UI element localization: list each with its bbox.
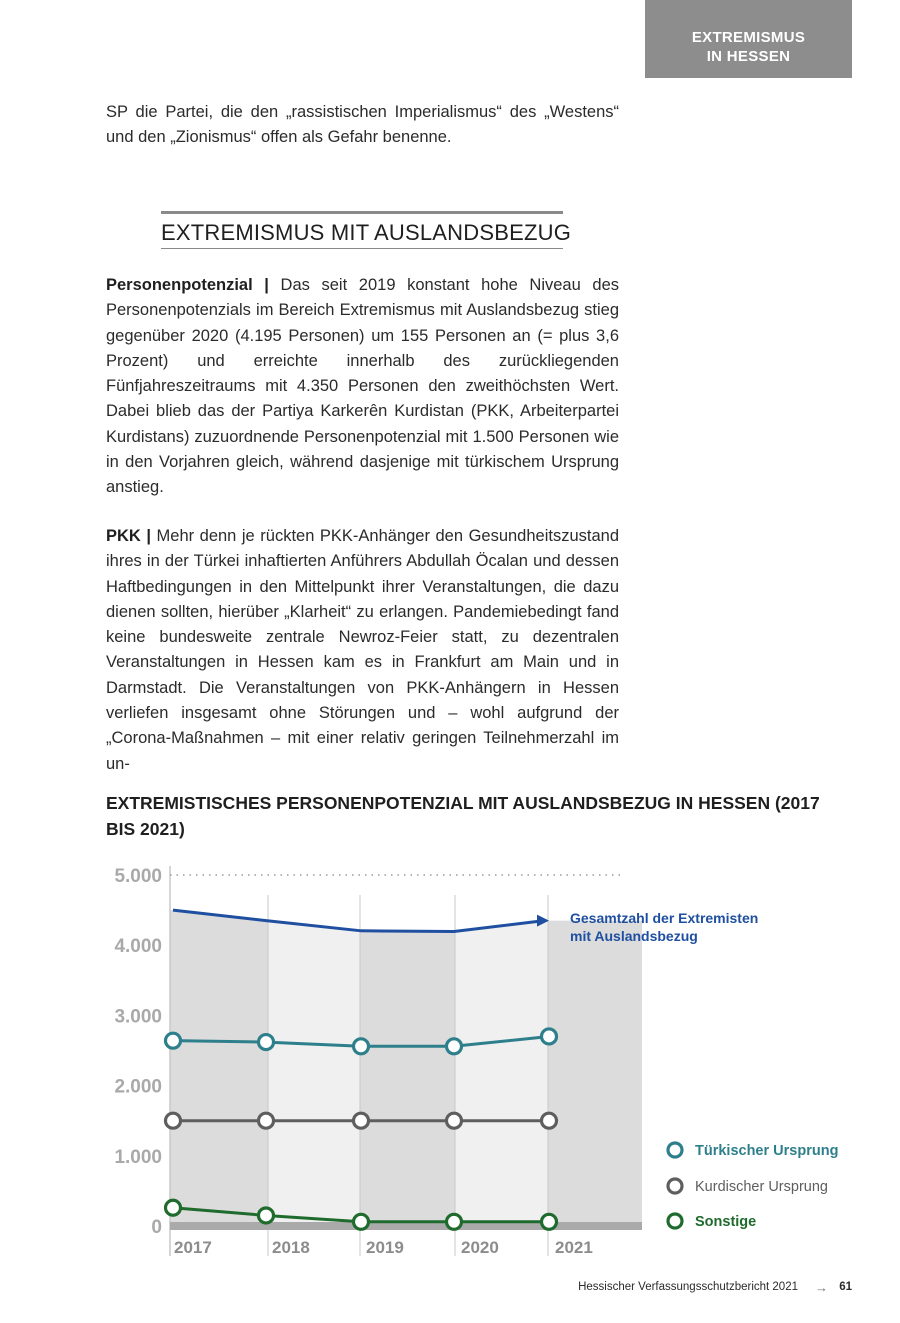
column-band — [360, 895, 455, 1226]
data-point — [447, 1039, 462, 1054]
section-tab — [645, 0, 852, 78]
intro-text: SP die Partei, die den „rassistischen Imperialismus“ des „Westens“ und den „Zionismus“ offen als Gefahr benenne. — [106, 103, 619, 147]
series-annotation-line1: Gesamtzahl der Extremisten — [570, 910, 759, 926]
paragraph-lead: PKK | — [106, 527, 151, 545]
column-band — [170, 895, 268, 1226]
intro-paragraph — [106, 100, 619, 151]
paragraph-personenpotenzial — [106, 273, 619, 501]
x-tick-label: 2018 — [272, 1238, 310, 1257]
y-tick-label: 4.000 — [114, 936, 162, 958]
data-point — [259, 1035, 274, 1050]
data-point — [259, 1208, 274, 1223]
chart-title: EXTREMISTISCHES PERSONENPOTENZIAL MIT AUSLANDSBEZUG IN HESSEN (2017 BIS 2021) — [106, 793, 820, 839]
y-tick-label: 0 — [151, 1217, 162, 1238]
footer-title: Hessischer Verfassungsschutzbericht 2021 — [578, 1281, 798, 1293]
data-point — [542, 1029, 557, 1044]
section-heading: EXTREMISMUS MIT AUSLANDSBEZUG — [161, 211, 563, 249]
paragraph-lead: Personenpotenzial | — [106, 276, 269, 294]
y-tick-label: 2.000 — [114, 1076, 162, 1098]
legend-marker — [668, 1214, 682, 1228]
data-point — [542, 1214, 557, 1229]
data-point — [166, 1113, 181, 1128]
data-point — [447, 1214, 462, 1229]
data-point — [166, 1033, 181, 1048]
column-band — [268, 895, 360, 1226]
data-point — [354, 1113, 369, 1128]
x-tick-label: 2021 — [555, 1238, 593, 1257]
x-tick-label: 2020 — [461, 1238, 499, 1257]
data-point — [354, 1214, 369, 1229]
paragraph-text: Das seit 2019 konstant hohe Niveau des Personenpotenzials im Bereich Extremismus mit Auslandsbezug stieg gegenüber 2020 (4.195 Personen) um 155 Personen an (= plus 3,6 Prozent) und erreichte innerhalb des zurückliegenden Fünfjahreszeitraums mit 4.350 Personen den zweithöchsten Wert. Dabei blieb das der Partiya Karkerên Kurdistan (PKK, Arbeiterpartei Kurdistans) zuzuordnende Personenpotenzial mit 1.500 Personen wie in den Vorjahren gleich, während dasjenige mit türkischem Ursprung anstieg. — [106, 276, 620, 497]
legend-label: Kurdischer Ursprung — [695, 1179, 828, 1195]
column-band — [548, 895, 642, 1226]
page-footer — [560, 1280, 852, 1298]
y-tick-label: 3.000 — [114, 1006, 162, 1028]
data-point — [166, 1200, 181, 1215]
data-point — [259, 1113, 274, 1128]
section-tab-line1: EXTREMISMUS — [691, 29, 806, 46]
legend-marker — [668, 1143, 682, 1157]
legend-label: Sonstige — [695, 1214, 757, 1230]
data-point — [542, 1113, 557, 1128]
y-tick-label: 5.000 — [114, 866, 162, 887]
data-point — [354, 1039, 369, 1054]
arrow-right-icon: → — [815, 1280, 828, 1295]
series-annotation-line2: mit Auslandsbezug — [570, 928, 698, 944]
data-point — [447, 1113, 462, 1128]
legend-label: Türkischer Ursprung — [695, 1143, 839, 1159]
paragraph-text: Mehr denn je rückten PKK-Anhänger den Gesundheitszustand ihres in der Türkei inhaftierten Anführers Abdullah Öcalan und dessen Haftbedingungen in den Mittelpunkt ihrer Veranstaltungen, die dazu dienen sollten, hierüber „Klarheit“ zu erlangen. Pandemiebedingt fand keine bundesweite zentrale Newroz-Feier statt, zu dezentralen Veranstaltungen in Hessen kam es in Frankfurt am Main und in Darmstadt. Die Veranstaltungen von PKK-Anhängern in Hessen verliefen insgesamt ohne Störungen und – wohl aufgrund der „Corona-Maßnahmen – mit einer relativ geringen Teilnehmerzahl im un- — [106, 527, 620, 773]
section-tab-line2: IN HESSEN — [706, 48, 791, 65]
column-band — [455, 895, 548, 1226]
paragraph-pkk — [106, 524, 619, 777]
page-number: 61 — [839, 1281, 852, 1293]
x-tick-label: 2017 — [174, 1238, 212, 1257]
y-tick-label: 1.000 — [114, 1146, 162, 1168]
line-chart — [0, 855, 900, 1265]
legend-marker — [668, 1179, 682, 1193]
x-tick-label: 2019 — [366, 1238, 404, 1257]
